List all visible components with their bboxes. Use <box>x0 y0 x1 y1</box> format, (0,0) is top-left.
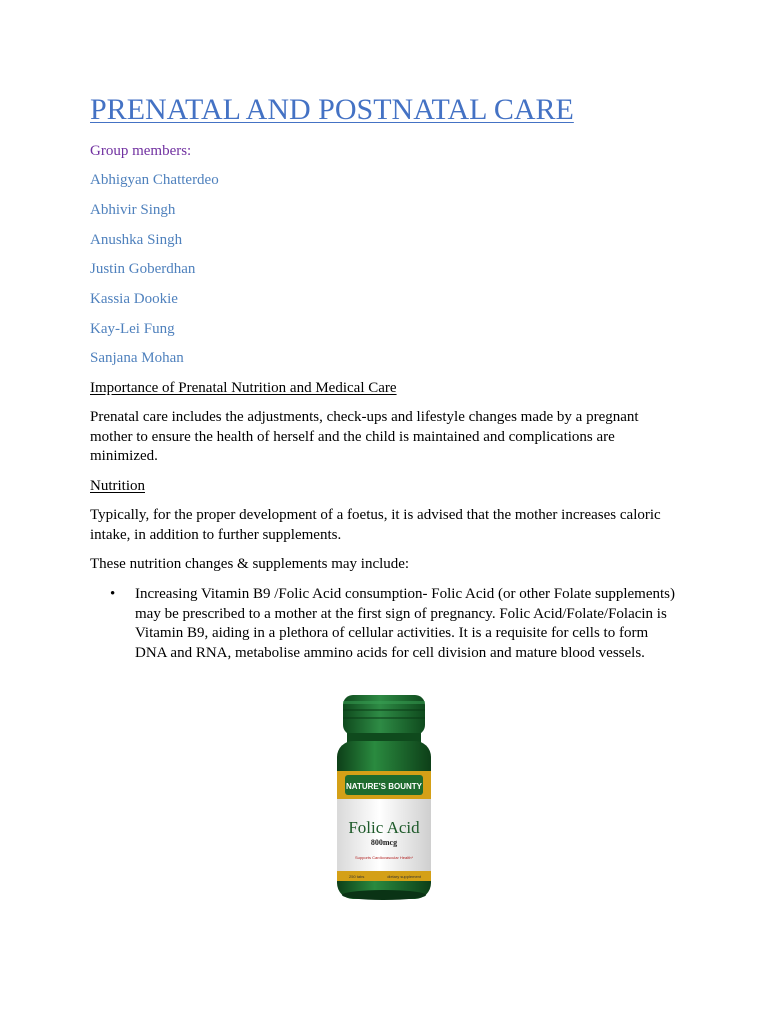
bottle-tagline-text: Supports Cardiovascular Health* <box>354 855 414 860</box>
bottle-supplement-text: dietary supplement <box>387 874 421 879</box>
folic-acid-bottle-image <box>333 693 435 903</box>
prenatal-care-paragraph: Prenatal care includes the adjustments, check-ups and lifestyle changes made by a pregnant mother to ensure the health of herself and the child is maintained and complications are minimized. <box>90 409 639 464</box>
member-name: Kay-Lei Fung <box>90 321 175 337</box>
section-heading-prenatal-care: Importance of Prenatal Nutrition and Medical Care <box>90 380 397 396</box>
bottle-product-text: Folic Acid <box>348 818 420 837</box>
member-name: Abhivir Singh <box>90 202 176 218</box>
bottle-dose-text: 800mcg <box>370 838 398 847</box>
member-name: Anushka Singh <box>90 232 183 248</box>
member-name: Justin Goberdhan <box>90 261 196 277</box>
nutrition-paragraph: Typically, for the proper development of a foetus, it is advised that the mother increases caloric intake, in addition to further supplements. <box>90 507 661 543</box>
bullet-item-folic-acid: Increasing Vitamin B9 /Folic Acid consumption- Folic Acid (or other Folate supplements) may be prescribed to a mother at the first sign of pregnancy. Folic Acid/Folate/Folacin is Vitamin B9, aiding in a plethora of cellular activities. It is a requisite for cells to form DNA and RNA, metabolise ammino acids for cell division and mature blood vessels. <box>135 586 675 661</box>
member-name: Kassia Dookie <box>90 291 178 307</box>
nutrition-intro: These nutrition changes & supplements may include: <box>90 556 410 572</box>
group-members-label: Group members: <box>90 143 192 159</box>
bullet-icon: • <box>110 586 116 602</box>
member-name: Abhigyan Chatterdeo <box>90 172 219 188</box>
bottle-brand-text: NATURE'S BOUNTY <box>346 782 422 791</box>
section-heading-nutrition: Nutrition <box>90 478 145 494</box>
member-name: Sanjana Mohan <box>90 350 184 366</box>
page-title: PRENATAL AND POSTNATAL CARE <box>90 93 574 126</box>
bottle-count-text: 250 tabs <box>349 874 365 879</box>
